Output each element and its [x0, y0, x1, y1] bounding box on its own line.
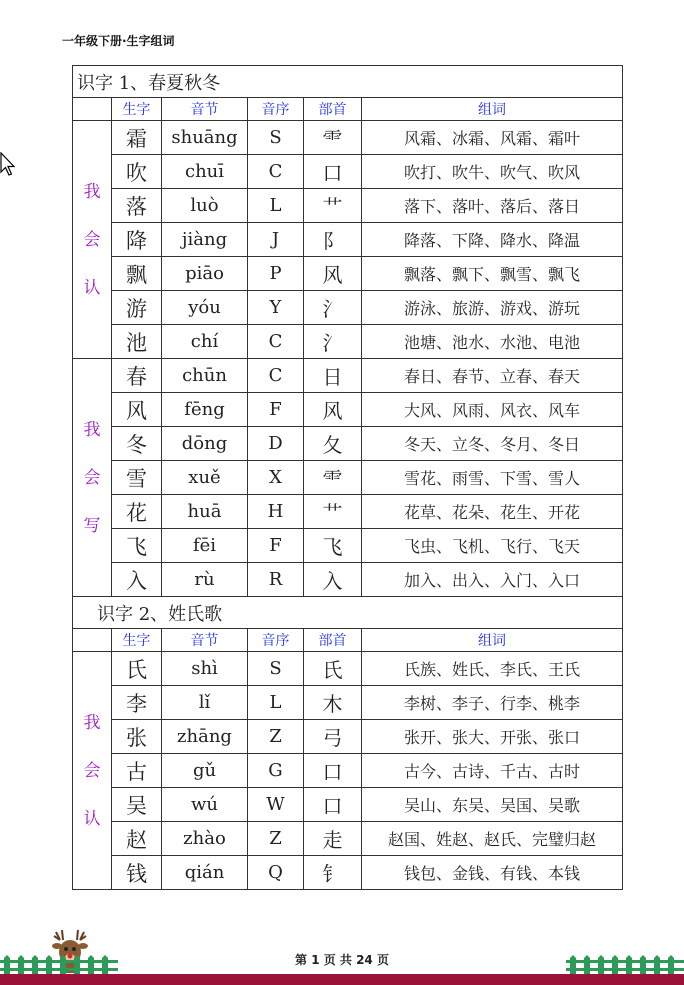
- table-row: [73, 563, 623, 597]
- radical-cell: 氵: [304, 325, 362, 359]
- char-cell: 花: [112, 495, 162, 529]
- header-words: 组词: [362, 629, 623, 652]
- radical-cell: 飞: [304, 529, 362, 563]
- lesson-title: 识字 2、姓氏歌: [73, 597, 623, 629]
- table-row: [73, 822, 623, 856]
- column-header-row: [73, 629, 623, 652]
- radical-cell: 艹: [304, 189, 362, 223]
- table-row: [73, 529, 623, 563]
- radical-cell: 夂: [304, 427, 362, 461]
- seq-cell: C: [248, 325, 304, 359]
- table-row: [73, 155, 623, 189]
- group-label-char: 写: [83, 515, 101, 536]
- char-cell: 风: [112, 393, 162, 427]
- seq-cell: L: [248, 686, 304, 720]
- char-cell: 李: [112, 686, 162, 720]
- pinyin-cell: chí: [162, 325, 248, 359]
- table-row: [73, 325, 623, 359]
- pinyin-cell: shì: [162, 652, 248, 686]
- seq-cell: X: [248, 461, 304, 495]
- table-row: [73, 359, 623, 393]
- pinyin-cell: yóu: [162, 291, 248, 325]
- pinyin-cell: dōng: [162, 427, 248, 461]
- table-row: [73, 223, 623, 257]
- words-cell: 花草、花朵、花生、开花: [362, 495, 623, 529]
- seq-cell: W: [248, 788, 304, 822]
- table-row: [73, 788, 623, 822]
- radical-cell: 风: [304, 393, 362, 427]
- radical-cell: 弓: [304, 720, 362, 754]
- table-row: [73, 686, 623, 720]
- seq-cell: P: [248, 257, 304, 291]
- char-cell: 赵: [112, 822, 162, 856]
- blank-cell: [73, 629, 112, 652]
- char-cell: 飘: [112, 257, 162, 291]
- radical-cell: 入: [304, 563, 362, 597]
- group-label-char: 会: [83, 229, 101, 250]
- group-label-char: 我: [83, 419, 101, 440]
- words-cell: 大风、风雨、风衣、风车: [362, 393, 623, 427]
- pinyin-cell: zhào: [162, 822, 248, 856]
- char-cell: 游: [112, 291, 162, 325]
- words-cell: 雪花、雨雪、下雪、雪人: [362, 461, 623, 495]
- pinyin-cell: chuī: [162, 155, 248, 189]
- pinyin-cell: chūn: [162, 359, 248, 393]
- column-header-row: [73, 98, 623, 121]
- words-cell: 飞虫、飞机、飞行、飞天: [362, 529, 623, 563]
- character-table: [72, 65, 623, 890]
- char-cell: 池: [112, 325, 162, 359]
- words-cell: 冬天、立冬、冬月、冬日: [362, 427, 623, 461]
- radical-cell: 木: [304, 686, 362, 720]
- seq-cell: D: [248, 427, 304, 461]
- header-seq: 音序: [248, 629, 304, 652]
- table-row: [73, 495, 623, 529]
- cursor-icon: [0, 152, 16, 178]
- pinyin-cell: luò: [162, 189, 248, 223]
- char-cell: 冬: [112, 427, 162, 461]
- char-cell: 氏: [112, 652, 162, 686]
- words-cell: 吹打、吹牛、吹气、吹风: [362, 155, 623, 189]
- seq-cell: F: [248, 393, 304, 427]
- header-radical: 部首: [304, 98, 362, 121]
- words-cell: 古今、古诗、千古、古时: [362, 754, 623, 788]
- table-row: [73, 121, 623, 155]
- pinyin-cell: jiàng: [162, 223, 248, 257]
- seq-cell: G: [248, 754, 304, 788]
- pinyin-cell: xuě: [162, 461, 248, 495]
- words-cell: 氏族、姓氏、李氏、王氏: [362, 652, 623, 686]
- footer-bar: [0, 974, 684, 985]
- table-row: [73, 720, 623, 754]
- radical-cell: 氏: [304, 652, 362, 686]
- pinyin-cell: lǐ: [162, 686, 248, 720]
- pinyin-cell: fēng: [162, 393, 248, 427]
- pinyin-cell: fēi: [162, 529, 248, 563]
- seq-cell: C: [248, 359, 304, 393]
- pinyin-cell: rù: [162, 563, 248, 597]
- lesson-title-row: [73, 66, 623, 98]
- pinyin-cell: wú: [162, 788, 248, 822]
- words-cell: 张开、张大、开张、张口: [362, 720, 623, 754]
- pinyin-cell: zhāng: [162, 720, 248, 754]
- group-label: [73, 121, 112, 359]
- char-cell: 吹: [112, 155, 162, 189]
- seq-cell: S: [248, 121, 304, 155]
- group-label-char: 认: [83, 808, 101, 829]
- group-label: [73, 359, 112, 597]
- group-label: [73, 652, 112, 890]
- radical-cell: 走: [304, 822, 362, 856]
- char-cell: 雪: [112, 461, 162, 495]
- table-row: [73, 652, 623, 686]
- char-cell: 入: [112, 563, 162, 597]
- char-cell: 吴: [112, 788, 162, 822]
- radical-cell: 口: [304, 788, 362, 822]
- pinyin-cell: huā: [162, 495, 248, 529]
- header-char: 生字: [112, 629, 162, 652]
- words-cell: 春日、春节、立春、春天: [362, 359, 623, 393]
- words-cell: 降落、下降、降水、降温: [362, 223, 623, 257]
- seq-cell: H: [248, 495, 304, 529]
- pinyin-cell: piāo: [162, 257, 248, 291]
- lesson-title-row: [73, 597, 623, 629]
- table-row: [73, 856, 623, 890]
- lesson-title: 识字 1、春夏秋冬: [73, 66, 623, 98]
- group-label-char: 认: [83, 277, 101, 298]
- char-cell: 春: [112, 359, 162, 393]
- table-row: [73, 754, 623, 788]
- page-header: 一年级下册·生字组词: [62, 34, 175, 48]
- group-label-char: 会: [83, 467, 101, 488]
- pinyin-cell: qián: [162, 856, 248, 890]
- header-radical: 部首: [304, 629, 362, 652]
- radical-cell: 钅: [304, 856, 362, 890]
- seq-cell: C: [248, 155, 304, 189]
- seq-cell: Q: [248, 856, 304, 890]
- char-cell: 霜: [112, 121, 162, 155]
- radical-cell: 氵: [304, 291, 362, 325]
- radical-cell: 口: [304, 155, 362, 189]
- char-cell: 降: [112, 223, 162, 257]
- char-cell: 张: [112, 720, 162, 754]
- blank-cell: [73, 98, 112, 121]
- table-row: [73, 189, 623, 223]
- char-cell: 落: [112, 189, 162, 223]
- words-cell: 加入、出入、入门、入口: [362, 563, 623, 597]
- group-label-char: 会: [83, 760, 101, 781]
- words-cell: 吴山、东吴、吴国、吴歌: [362, 788, 623, 822]
- seq-cell: Z: [248, 822, 304, 856]
- seq-cell: L: [248, 189, 304, 223]
- words-cell: 钱包、金钱、有钱、本钱: [362, 856, 623, 890]
- table-row: [73, 257, 623, 291]
- radical-cell: 阝: [304, 223, 362, 257]
- header-char: 生字: [112, 98, 162, 121]
- radical-cell: 口: [304, 754, 362, 788]
- table-row: [73, 427, 623, 461]
- header-pinyin: 音节: [162, 629, 248, 652]
- seq-cell: J: [248, 223, 304, 257]
- page-footer: 第 1 页 共 24 页: [295, 953, 389, 967]
- group-label-char: 我: [83, 181, 101, 202]
- header-seq: 音序: [248, 98, 304, 121]
- pinyin-cell: shuāng: [162, 121, 248, 155]
- group-label-char: 我: [83, 712, 101, 733]
- radical-cell: ⻗: [304, 461, 362, 495]
- radical-cell: ⻗: [304, 121, 362, 155]
- words-cell: 落下、落叶、落后、落日: [362, 189, 623, 223]
- words-cell: 李树、李子、行李、桃李: [362, 686, 623, 720]
- radical-cell: 艹: [304, 495, 362, 529]
- words-cell: 飘落、飘下、飘雪、飘飞: [362, 257, 623, 291]
- pinyin-cell: gǔ: [162, 754, 248, 788]
- table-row: [73, 393, 623, 427]
- words-cell: 赵国、姓赵、赵氏、完璧归赵: [362, 822, 623, 856]
- seq-cell: F: [248, 529, 304, 563]
- header-pinyin: 音节: [162, 98, 248, 121]
- seq-cell: R: [248, 563, 304, 597]
- words-cell: 风霜、冰霜、风霜、霜叶: [362, 121, 623, 155]
- table-row: [73, 291, 623, 325]
- seq-cell: S: [248, 652, 304, 686]
- words-cell: 池塘、池水、水池、电池: [362, 325, 623, 359]
- seq-cell: Y: [248, 291, 304, 325]
- char-cell: 飞: [112, 529, 162, 563]
- char-cell: 钱: [112, 856, 162, 890]
- table-row: [73, 461, 623, 495]
- words-cell: 游泳、旅游、游戏、游玩: [362, 291, 623, 325]
- char-cell: 古: [112, 754, 162, 788]
- header-words: 组词: [362, 98, 623, 121]
- seq-cell: Z: [248, 720, 304, 754]
- radical-cell: 风: [304, 257, 362, 291]
- radical-cell: 日: [304, 359, 362, 393]
